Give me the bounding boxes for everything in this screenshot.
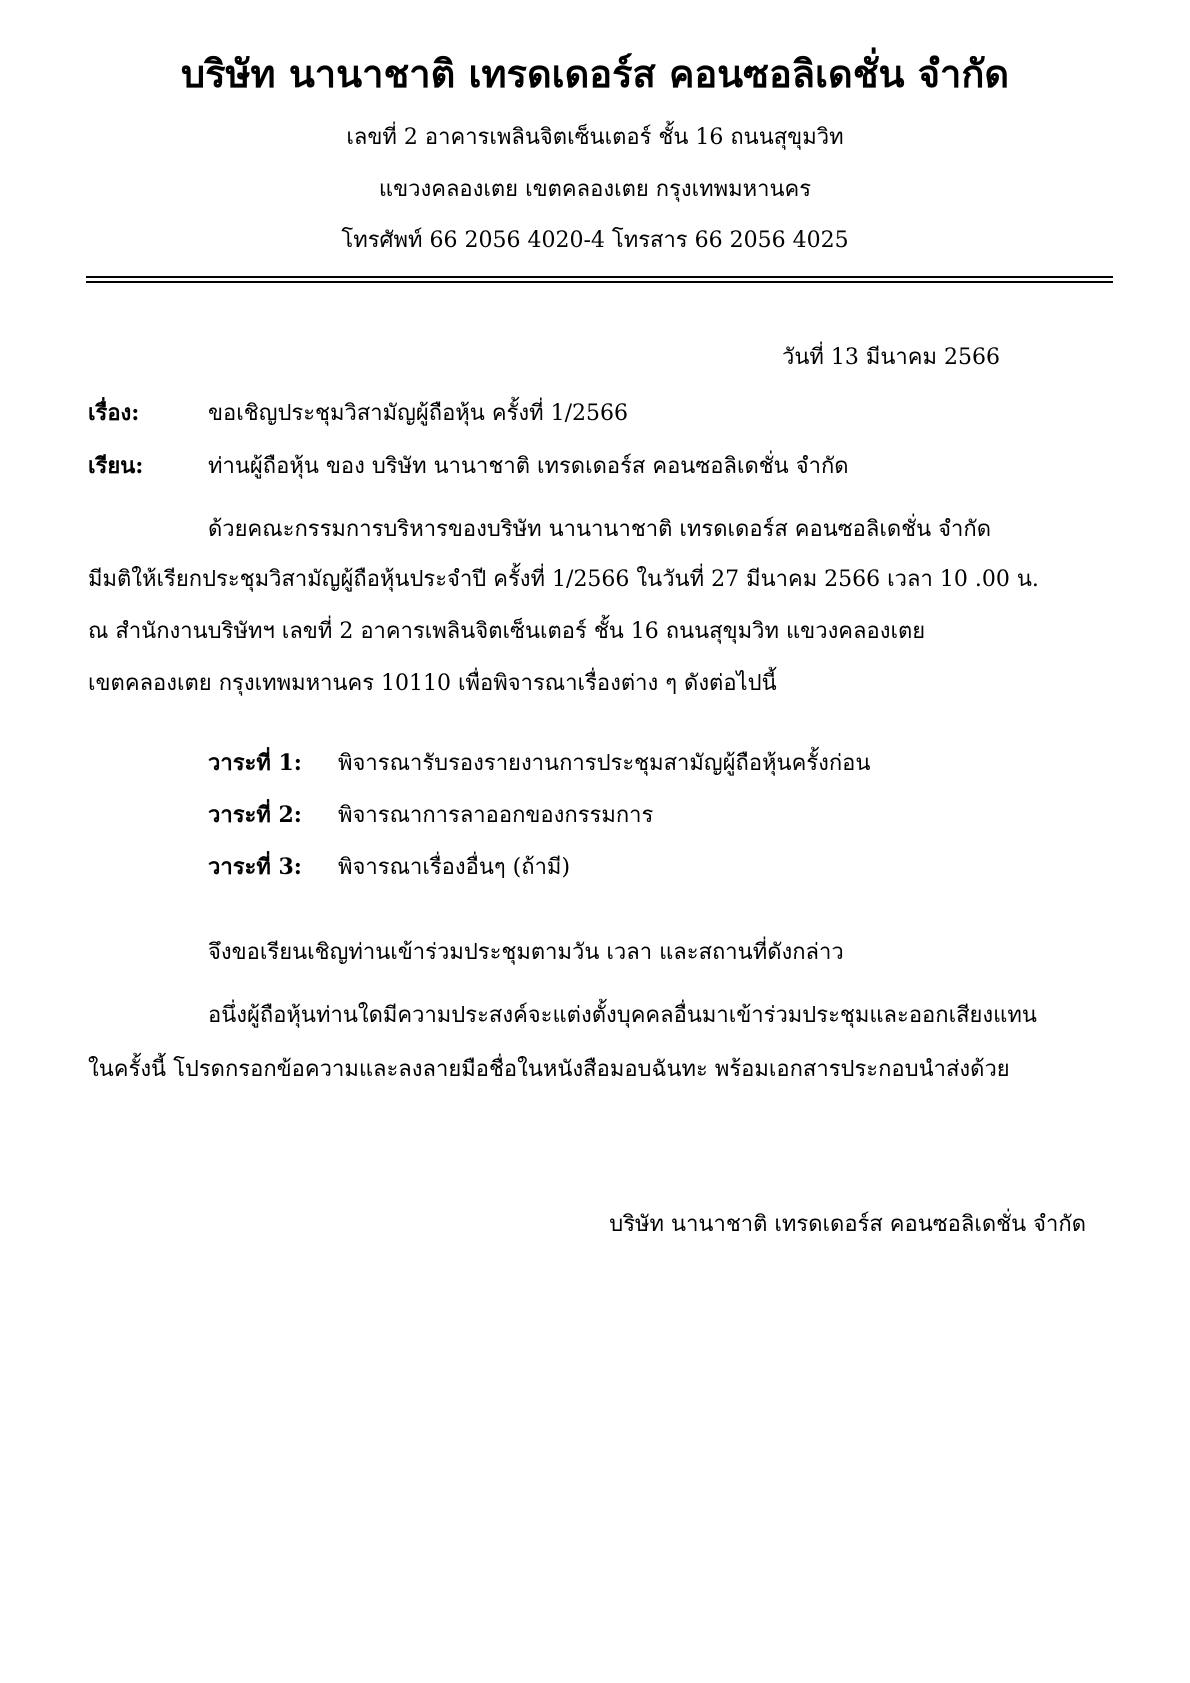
body-paragraph-1-line-3: ณ สำนักงานบริษัทฯ เลขที่ 2 อาคารเพลินจิตเซ็นเตอร์ ชั้น 16 ถนนสุขุมวิท แขวงคลองเตย [88, 619, 926, 644]
recipient-text: ท่านผู้ถือหุ้น ของ บริษัท นานาชาติ เทรดเดอร์ส คอนซอลิเดชั่น จำกัด [208, 454, 849, 479]
agenda-item [208, 800, 653, 831]
body-paragraph-3-line-2: ในครั้งนี้ โปรดกรอกข้อความและลงลายมือชื่อในหนังสือมอบฉันทะ พร้อมเอกสารประกอบนำส่งด้วย [88, 1057, 1010, 1082]
contact-line: โทรศัพท์ 66 2056 4020-4 โทรสาร 66 2056 4025 [341, 228, 849, 253]
company-name: บริษัท นานาชาติ เทรดเดอร์ส คอนซอลิเดชั่น จำกัด [180, 51, 1010, 96]
body-paragraph-1-line-4: เขตคลองเตย กรุงเทพมหานคร 10110 เพื่อพิจารณาเรื่องต่าง ๆ ดังต่อไปนี้ [88, 671, 777, 696]
letter-date: วันที่ 13 มีนาคม 2566 [782, 345, 1000, 370]
agenda-item [208, 852, 570, 883]
subject-label: เรื่อง: [88, 400, 140, 426]
subject-row [88, 398, 628, 429]
recipient-row [88, 451, 849, 482]
agenda-item-text: พิจารณาเรื่องอื่นๆ (ถ้ามี) [338, 855, 571, 880]
subject-text: ขอเชิญประชุมวิสามัญผู้ถือหุ้น ครั้งที่ 1/2566 [208, 401, 628, 426]
agenda-item-text: พิจารณาการลาออกของกรรมการ [338, 803, 654, 828]
address-line-1: เลขที่ 2 อาคารเพลินจิตเซ็นเตอร์ ชั้น 16 ถนนสุขุมวิท [346, 125, 844, 150]
agenda-item-label: วาระที่ 1: [208, 750, 302, 776]
recipient-label: เรียน: [88, 453, 144, 479]
agenda-item [208, 748, 870, 779]
body-paragraph-2: จึงขอเรียนเชิญท่านเข้าร่วมประชุมตามวัน เวลา และสถานที่ดังกล่าว [208, 940, 844, 965]
body-paragraph-3-line-1: อนึ่งผู้ถือหุ้นท่านใดมีความประสงค์จะแต่งตั้งบุคคลอื่นมาเข้าร่วมประชุมและออกเสียงแทน [208, 1003, 1037, 1028]
letterhead-divider [86, 276, 1113, 283]
signature-company: บริษัท นานาชาติ เทรดเดอร์ส คอนซอลิเดชั่น จำกัด [609, 1212, 1086, 1237]
agenda-item-text: พิจารณารับรองรายงานการประชุมสามัญผู้ถือหุ้นครั้งก่อน [338, 751, 871, 776]
address-line-2: แขวงคลองเตย เขตคลองเตย กรุงเทพมหานคร [378, 177, 812, 202]
body-paragraph-1-line-2: มีมติให้เรียกประชุมวิสามัญผู้ถือหุ้นประจำปี ครั้งที่ 1/2566 ในวันที่ 27 มีนาคม 2566 เวลา 10 .00 น. [88, 567, 1039, 592]
agenda-item-label: วาระที่ 3: [208, 854, 302, 880]
agenda-item-label: วาระที่ 2: [208, 802, 302, 828]
body-paragraph-1-line-1: ด้วยคณะกรรมการบริหารของบริษัท นานานาชาติ เทรดเดอร์ส คอนซอลิเดชั่น จำกัด [208, 517, 991, 542]
